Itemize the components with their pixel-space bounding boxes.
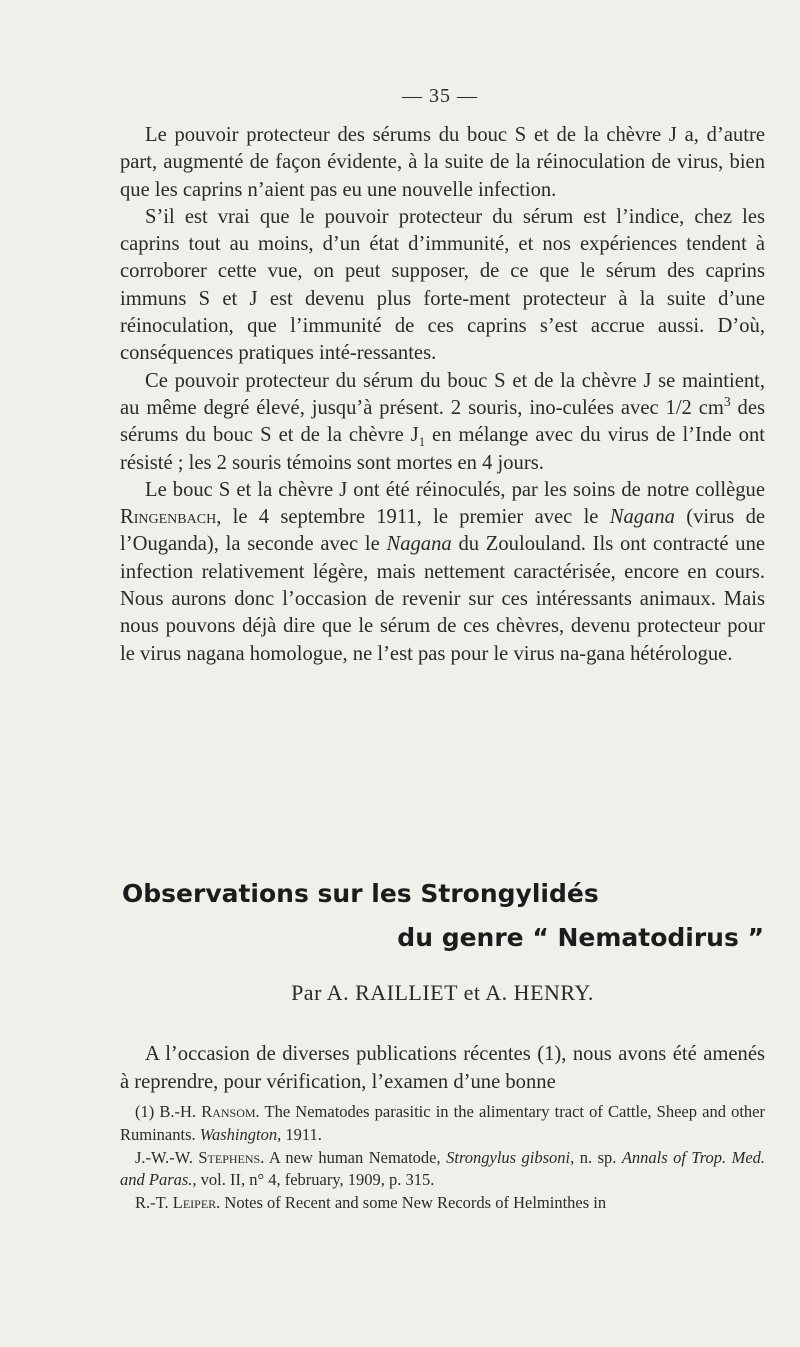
footnote-2-volume: , vol. II, n° 4, february, 1909, p. 315. [192,1170,435,1190]
footnote-1-num: (1) B.-H. [135,1102,202,1121]
footnote-2-sp: , n. sp. [570,1147,622,1167]
paragraph-3 [120,368,765,477]
title-line-1: Observations sur les Strongylidés [122,879,599,908]
subscript-1: 1 [418,435,426,450]
footnote-2-text: . A new human Nematode, [260,1147,447,1167]
footnote-3-author: Leiper [172,1193,217,1213]
footnote-1-author: Ransom [201,1102,256,1121]
footnote-1 [120,1101,765,1147]
paragraph-4-text-a: Le bouc S et la chèvre J ont été réinoculés, par les soins de notre collègue [145,478,765,501]
footnote-3-initials: R.-T. [135,1193,173,1213]
body-text [120,122,765,668]
paragraph-1: Le pouvoir protecteur des sérums du bouc S et de la chèvre J a, d’autre part, augmenté de façon évidente, à la suite de la réinoculation de virus, bien que les caprins n’aient pas eu une nouvelle infection. [120,124,765,201]
footnote-3-text: . Notes of Recent and some New Records of Helminthes in [216,1193,607,1213]
article-title [122,872,767,960]
footnote-2-initials: J.-W.-W. [135,1147,199,1167]
footnote-3 [120,1192,765,1215]
footnotes [120,1101,765,1215]
paragraph-4-text-d: du Zoulouland. Ils ont contracté une infection relativement légère, mais nettement caractérisée, encore en cours. Nous aurons donc l’occasion de revenir sur ces intéressants animaux. Mais nous pouvons déjà dire que le sérum de ces chèvres, devenu protecteur pour le virus nagana homologue, ne l’est pas pour le virus na-gana hétérologue. [120,533,766,665]
paragraph-3-text-b: des sérums du bouc S et de la chèvre J [120,396,765,447]
colleague-name: Ringenbach [120,506,217,529]
intro-paragraph: A l’occasion de diverses publications récentes (1), nous avons été amenés à reprendre, pour vérification, l’examen d’une bonne [120,1043,765,1093]
paragraph-4-text-b: , le 4 septembre 1911, le premier avec le [216,506,610,529]
cubic-superscript: 3 [723,394,731,410]
page-number: — 35 — [402,85,478,107]
title-line-2: du genre “ Nematodirus ” [397,923,764,952]
footnote-2 [120,1147,765,1193]
paragraph-3-text-c: en mélange avec du virus de l’Inde ont résisté ; les 2 souris témoins sont mortes en 4 jours. [120,424,765,474]
paragraph-4-text-c: (virus de l’Ouganda), la seconde avec le [120,506,765,556]
footnote-1-text: . The Nematodes parasitic in the alimentary tract of Cattle, Sheep and other Ruminants. [120,1102,765,1144]
footnote-2-species: Strongylus gibsoni [446,1147,571,1167]
nagana-term-1: Nagana [609,506,675,529]
article-intro [120,1040,765,1096]
footnote-1-place: Washington [199,1124,278,1144]
footnote-1-year: , 1911. [277,1124,322,1144]
footnote-2-journal: Annals of Trop. Med. and Paras. [120,1147,766,1190]
footnote-2-author: Stephens [198,1147,261,1167]
paragraph-3-text-a: Ce pouvoir protecteur du sérum du bouc S et de la chèvre J se maintient, au même degré élevé, jusqu’à présent. 2 souris, ino-culées avec 1/2 cm [120,369,765,419]
paragraph-2: S’il est vrai que le pouvoir protecteur du sérum est l’indice, chez les caprins tout au moins, d’un état d’immunité, et nos expériences tendent à corroborer cette vue, on peut supposer, de ce que le sérum des caprins immuns S et J est devenu plus forte-ment protecteur à la suite d’une réinoculation, que l’immunité de ces caprins s’est accrue aussi. D’où, conséquences pratiques inté-ressantes. [120,205,765,365]
nagana-term-2: Nagana [386,533,452,556]
article-authors: Par A. RAILLIET et A. HENRY. [291,980,594,1005]
paragraph-4 [120,477,765,668]
